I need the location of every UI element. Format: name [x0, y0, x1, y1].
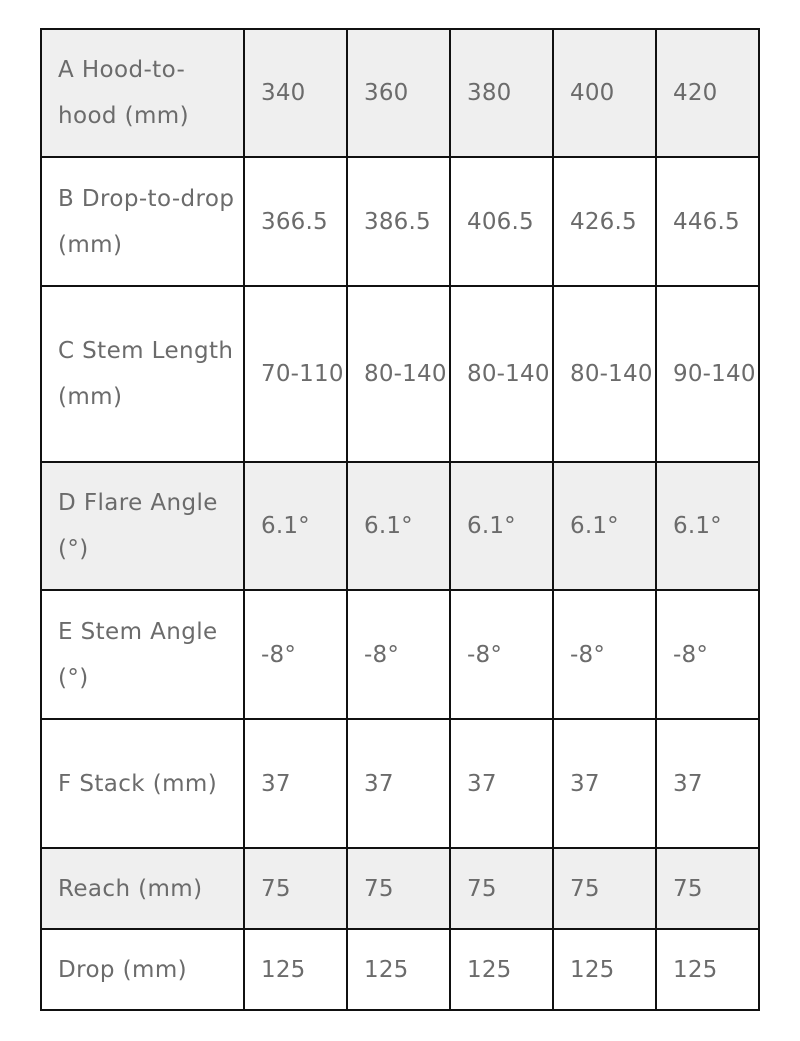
table-cell: 37: [656, 719, 759, 848]
table-cell: 6.1°: [450, 462, 553, 590]
table-cell: 37: [450, 719, 553, 848]
row-label: A Hood-to-hood (mm): [41, 29, 244, 157]
row-label: Reach (mm): [41, 848, 244, 929]
table-cell: 360: [347, 29, 450, 157]
table-cell: 37: [553, 719, 656, 848]
table-cell: 125: [347, 929, 450, 1010]
table-cell: 446.5: [656, 157, 759, 286]
table-cell: -8°: [553, 590, 656, 719]
table-cell: 75: [347, 848, 450, 929]
table-cell: -8°: [347, 590, 450, 719]
table-row: [41, 286, 759, 462]
table-row: [41, 29, 759, 157]
table-row: [41, 929, 759, 1010]
table-cell: 37: [347, 719, 450, 848]
table-cell: 125: [244, 929, 347, 1010]
table-cell: 80-140: [347, 286, 450, 462]
table-cell: 386.5: [347, 157, 450, 286]
row-label: B Drop-to-drop (mm): [41, 157, 244, 286]
row-label: C Stem Length (mm): [41, 286, 244, 462]
table-cell: 80-140: [553, 286, 656, 462]
table-cell: 420: [656, 29, 759, 157]
row-label: D Flare Angle (°): [41, 462, 244, 590]
table-cell: 90-140: [656, 286, 759, 462]
table-cell: 380: [450, 29, 553, 157]
table-cell: 125: [450, 929, 553, 1010]
table-cell: 406.5: [450, 157, 553, 286]
table-cell: -8°: [656, 590, 759, 719]
table-cell: 75: [553, 848, 656, 929]
table-cell: 400: [553, 29, 656, 157]
table-cell: 80-140: [450, 286, 553, 462]
table-cell: 6.1°: [347, 462, 450, 590]
table-row: [41, 157, 759, 286]
row-label: E Stem Angle (°): [41, 590, 244, 719]
table-cell: 75: [244, 848, 347, 929]
table-cell: 426.5: [553, 157, 656, 286]
row-label: F Stack (mm): [41, 719, 244, 848]
table-cell: 125: [553, 929, 656, 1010]
table-cell: 37: [244, 719, 347, 848]
table-cell: 70-110: [244, 286, 347, 462]
table-row: [41, 462, 759, 590]
table-cell: 6.1°: [244, 462, 347, 590]
geometry-spec-table: [40, 28, 760, 1011]
table-cell: 6.1°: [553, 462, 656, 590]
table-row: [41, 590, 759, 719]
row-label: Drop (mm): [41, 929, 244, 1010]
table-cell: -8°: [450, 590, 553, 719]
table-cell: 75: [450, 848, 553, 929]
table-cell: 6.1°: [656, 462, 759, 590]
table-row: [41, 848, 759, 929]
table-cell: 366.5: [244, 157, 347, 286]
table-row: [41, 719, 759, 848]
table-cell: 75: [656, 848, 759, 929]
table-cell: 340: [244, 29, 347, 157]
table-cell: -8°: [244, 590, 347, 719]
table-cell: 125: [656, 929, 759, 1010]
